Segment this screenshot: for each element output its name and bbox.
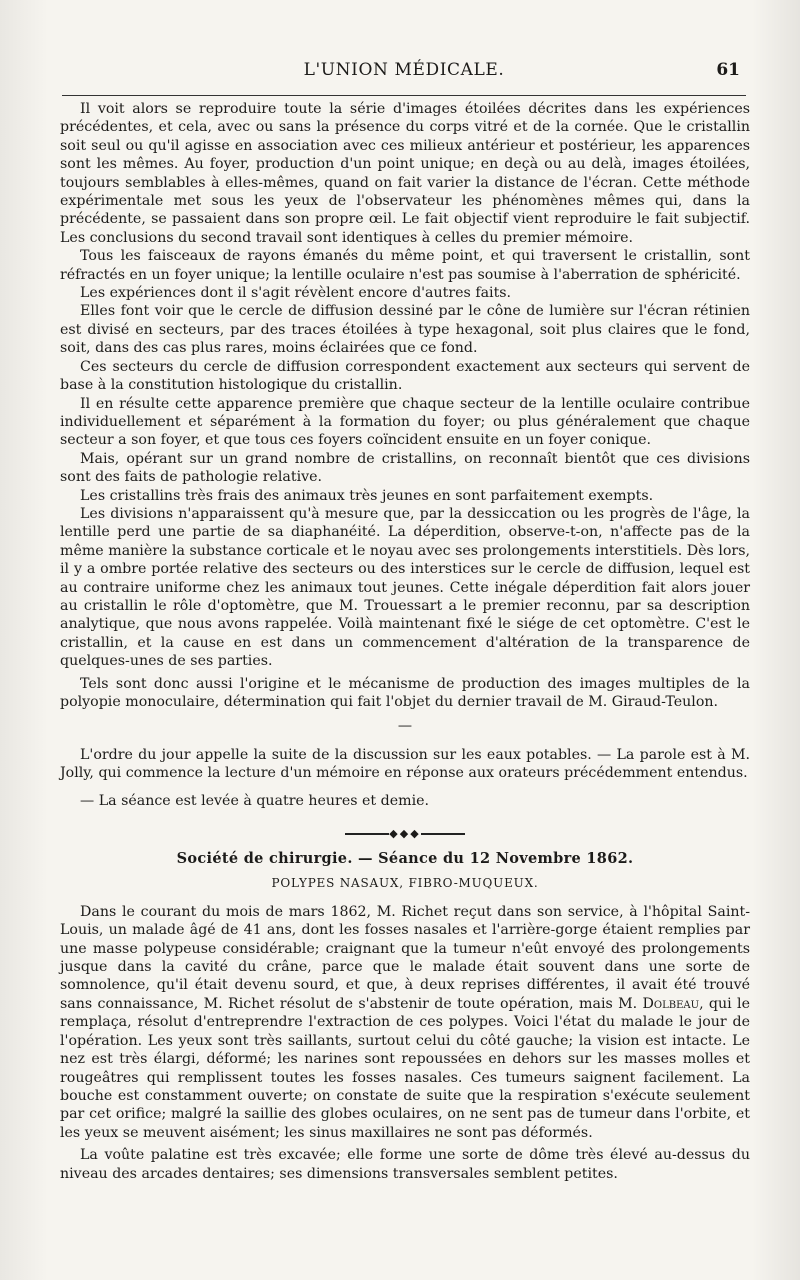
case-text-start: Dans le courant du mois de mars 1862, M. Richet reçut dans son service, à l'hôpital Saint-Louis, un malade âgé de 41 ans, dont les fosses nasales et l'arrière-gorge étaient remplies par une masse polypeuse considérable; craignant que la tumeur n'eût envoyé des prolongements jusque dans la cavité du crâne, parce que le malade était souvent dans une sorte de somnolence, qu'il était devenu sourd, et que, à deux reprises différentes, il avait été trouvé sans connaissance, M. Richet résolut de s'abstenir de toute opération, mais M.: [60, 903, 750, 1012]
paragraph: Ces secteurs du cercle de diffusion correspondent exactement aux secteurs qui servent de base à la constitution histologique du cristallin.: [60, 358, 750, 394]
paragraph: Tels sont donc aussi l'origine et le mécanisme de production des images multiples de la polyopie monoculaire, détermination qui fait l'objet du dernier travail de M. Giraud-Teulon.: [60, 675, 750, 710]
paragraph: Elles font voir que le cercle de diffusion dessiné par le cône de lumière sur l'écran rétinien est divisé en secteurs, par des traces étoilées à type hexagonal, soit plus claires que le fond, soit, dans des cas plus rares, moins éclairées que ce fond.: [60, 303, 750, 357]
surgeon-name: Dolbeau: [642, 995, 700, 1012]
case-paragraph: La voûte palatine est très excavée; elle forme une sorte de dôme très élevé au-dessus du niveau des arcades dentaires; ses dimensions transversales semblent petites.: [60, 1147, 750, 1182]
paragraph: Il en résulte cette apparence première que chaque secteur de la lentille oculaire contribue individuellement et séparément à la formation du foyer; ou plus généralement que chaque secteur a son foyer, et que tous ces foyers coïncident ensuite en un foyer conique.: [60, 395, 750, 449]
separator-ornament-icon: ◆◆◆: [389, 827, 421, 841]
ornamental-separator: [345, 828, 465, 840]
section-dash: —: [397, 718, 413, 735]
closing-line: — La séance est levée à quatre heures et demie.: [80, 792, 430, 809]
paragraph: Les cristallins très frais des animaux très jeunes en sont parfaitement exempts.: [80, 487, 654, 504]
header-rule: [62, 95, 746, 96]
section-heading: POLYPES NASAUX, FIBRO-MUQUEUX.: [271, 876, 539, 891]
paragraph: Les divisions n'apparaissent qu'à mesure que, par la dessiccation ou les progrès de l'âge, la lentille perd une partie de sa diaphanéité. La déperdition, observe-t-on, n'affecte pas de la même manière la substance corticale et le noyau avec ses prolongements interstitiels. Dès lors, il y a ombre portée relative des secteurs ou des interstices sur le cercle de diffusion, lequel est au contraire uniforme chez les animaux tout jeunes. Cette inégale déperdition fait alors jouer au cristallin le rôle d'optomètre, que M. Trouessart a le premier reconnu, par sa description analytique, que nous avons rappelée. Voilà maintenant fixé le siége de cet optomètre. C'est le cristallin, et la cause en est dans un commencement d'altération de la transparence de quelques-unes de ses parties.: [60, 505, 750, 670]
article-body: [60, 100, 750, 1183]
case-text-end: , qui le remplaça, résolut d'entreprendre l'extraction de ces polypes. Voici l'état du malade le jour de l'opération. Les yeux sont très saillants, surtout celui du côté gauche; la vision est intacte. Le nez est très élargi, déformé; les narines sont repoussées en dehors sur les masses molles et rougeâtres qui remplissent toutes les fosses nasales. Ces tumeurs saignent facilement. La bouche est constamment ouverte; on constate de suite que la respiration s'exécute seulement par cet orifice; malgré la saillie des globes oculaires, on ne sent pas de tumeur dans l'orbite, et les yeux se meuvent aisément; les sinus maxillaires ne sont pas déformés.: [60, 995, 750, 1141]
paragraph: Les expériences dont il s'agit révèlent encore d'autres faits.: [80, 285, 512, 302]
running-title: L'UNION MÉDICALE.: [303, 60, 505, 80]
page-number: 61: [716, 60, 740, 80]
order-of-day-paragraph: L'ordre du jour appelle la suite de la discussion sur les eaux potables. — La parole est à M. Jolly, qui commence la lecture d'un mémoire en réponse aux orateurs précédemment entendus.: [60, 746, 750, 782]
society-heading: Société de chirurgie. — Séance du 12 Novembre 1862.: [176, 850, 634, 868]
paragraph: Tous les faisceaux de rayons émanés du même point, et qui traversent le cristallin, sont réfractés en un foyer unique; la lentille oculaire n'est pas soumise à l'aberration de sphéricité.: [60, 248, 750, 283]
case-paragraph: [60, 903, 750, 1142]
page-header: [62, 58, 746, 88]
paragraph: Mais, opérant sur un grand nombre de cristallins, on reconnaît bientôt que ces divisions sont des faits de pathologie relative.: [60, 450, 750, 486]
paragraph: Il voit alors se reproduire toute la série d'images étoilées décrites dans les expériences précédentes, et cela, avec ou sans la présence du corps vitré et de la cornée. Que le cristallin soit seul ou qu'il agisse en association avec ces milieux antérieur et postérieur, les apparences sont les mêmes. Au foyer, production d'un point unique; en deçà ou au delà, images étoilées, toujours semblables à elles-mêmes, quand on fait varier la distance de l'écran. Cette méthode expérimentale met sous les yeux de l'observateur les phénomènes mêmes qui, dans la précédente, se passaient dans son propre œil. Le fait objectif vient reproduire le fait subjectif. Les conclusions du second travail sont identiques à celles du premier mémoire.: [60, 101, 750, 246]
